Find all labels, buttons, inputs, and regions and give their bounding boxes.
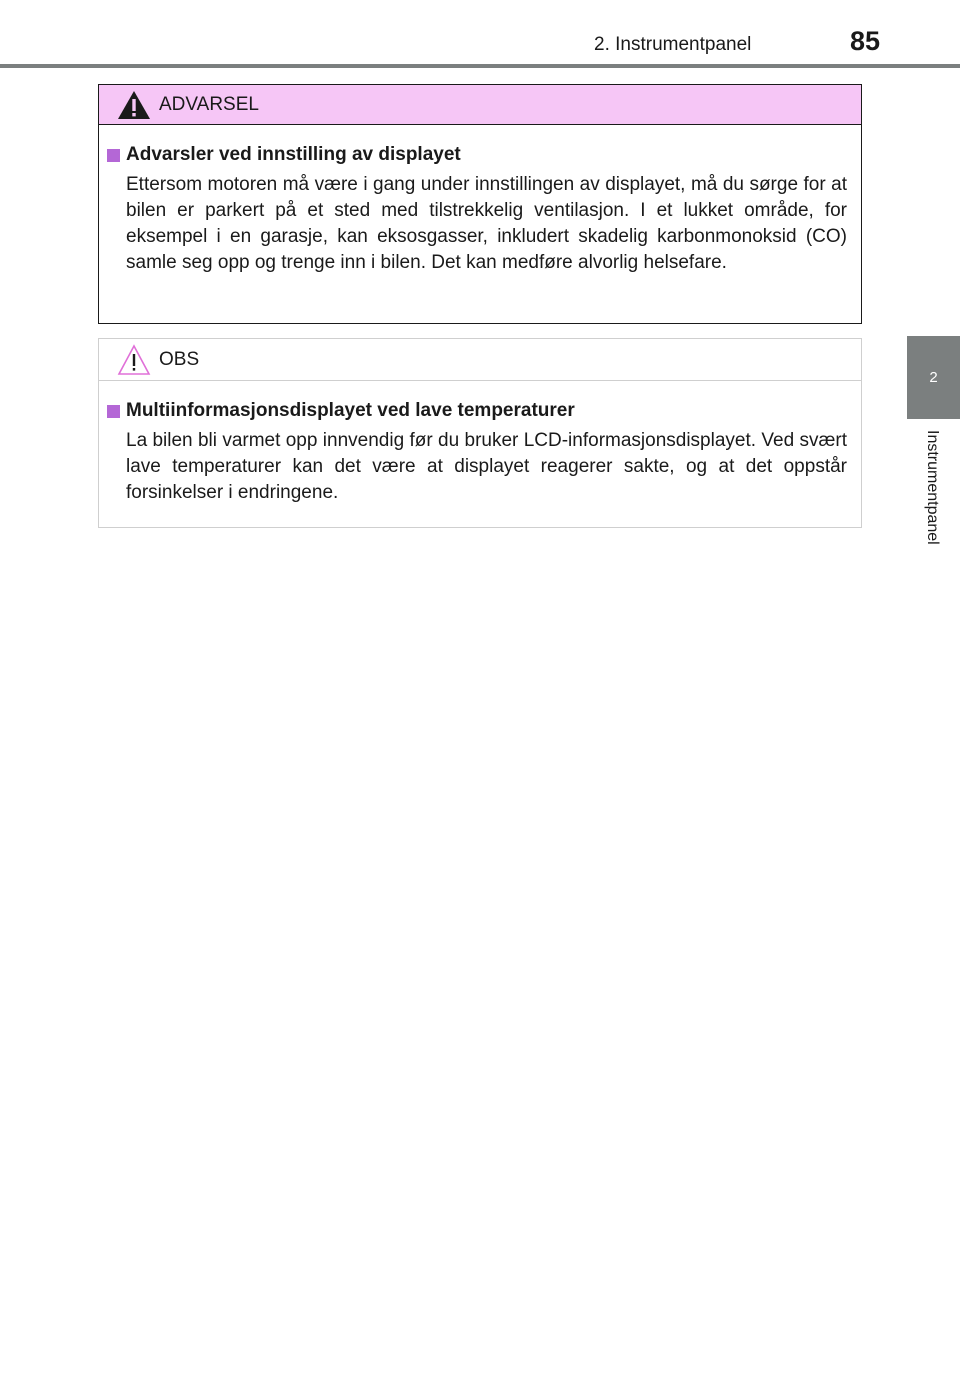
warning-triangle-icon [117, 90, 151, 120]
note-body [99, 381, 861, 506]
chapter-tab [907, 336, 960, 419]
note-item-title-text: Multiinformasjonsdisplayet ved lave temperaturer [126, 400, 575, 421]
note-header [99, 339, 861, 381]
note-item-title [107, 399, 847, 423]
header-rule [0, 64, 960, 68]
chapter-side-label: Instrumentpanel [924, 430, 941, 545]
caution-outline-icon [117, 344, 151, 376]
section-title: 2. Instrumentpanel [594, 34, 752, 55]
note-heading: OBS [159, 348, 200, 370]
warning-item-title [107, 143, 847, 167]
square-bullet-icon [107, 149, 120, 162]
warning-header [99, 85, 861, 125]
warning-box [98, 84, 862, 324]
square-bullet-icon [107, 405, 120, 418]
warning-body [99, 125, 861, 276]
page-number: 85 [850, 26, 881, 56]
warning-heading: ADVARSEL [159, 93, 259, 115]
warning-item-title-text: Advarsler ved innstilling av displayet [126, 144, 461, 165]
note-item-text: La bilen bli varmet opp innvendig før du bruker LCD-informasjonsdisplayet. Ved svært lave temperaturer kan det være at displayet reagerer sakte, og at det oppstår forsinkelser i endringene. [126, 430, 847, 503]
chapter-number: 2 [929, 369, 938, 386]
warning-item-text: Ettersom motoren må være i gang under innstillingen av displayet, må du sørge for at bilen er parkert på et sted med tilstrekkelig ventilasjon. I et lukket område, for eksempel i en garasje, kan eksosgasser, inkludert skadelig karbonmonoksid (CO) samle seg opp og trenge inn i bilen. Det kan medføre alvorlig helsefare. [126, 174, 847, 273]
note-box [98, 338, 862, 528]
